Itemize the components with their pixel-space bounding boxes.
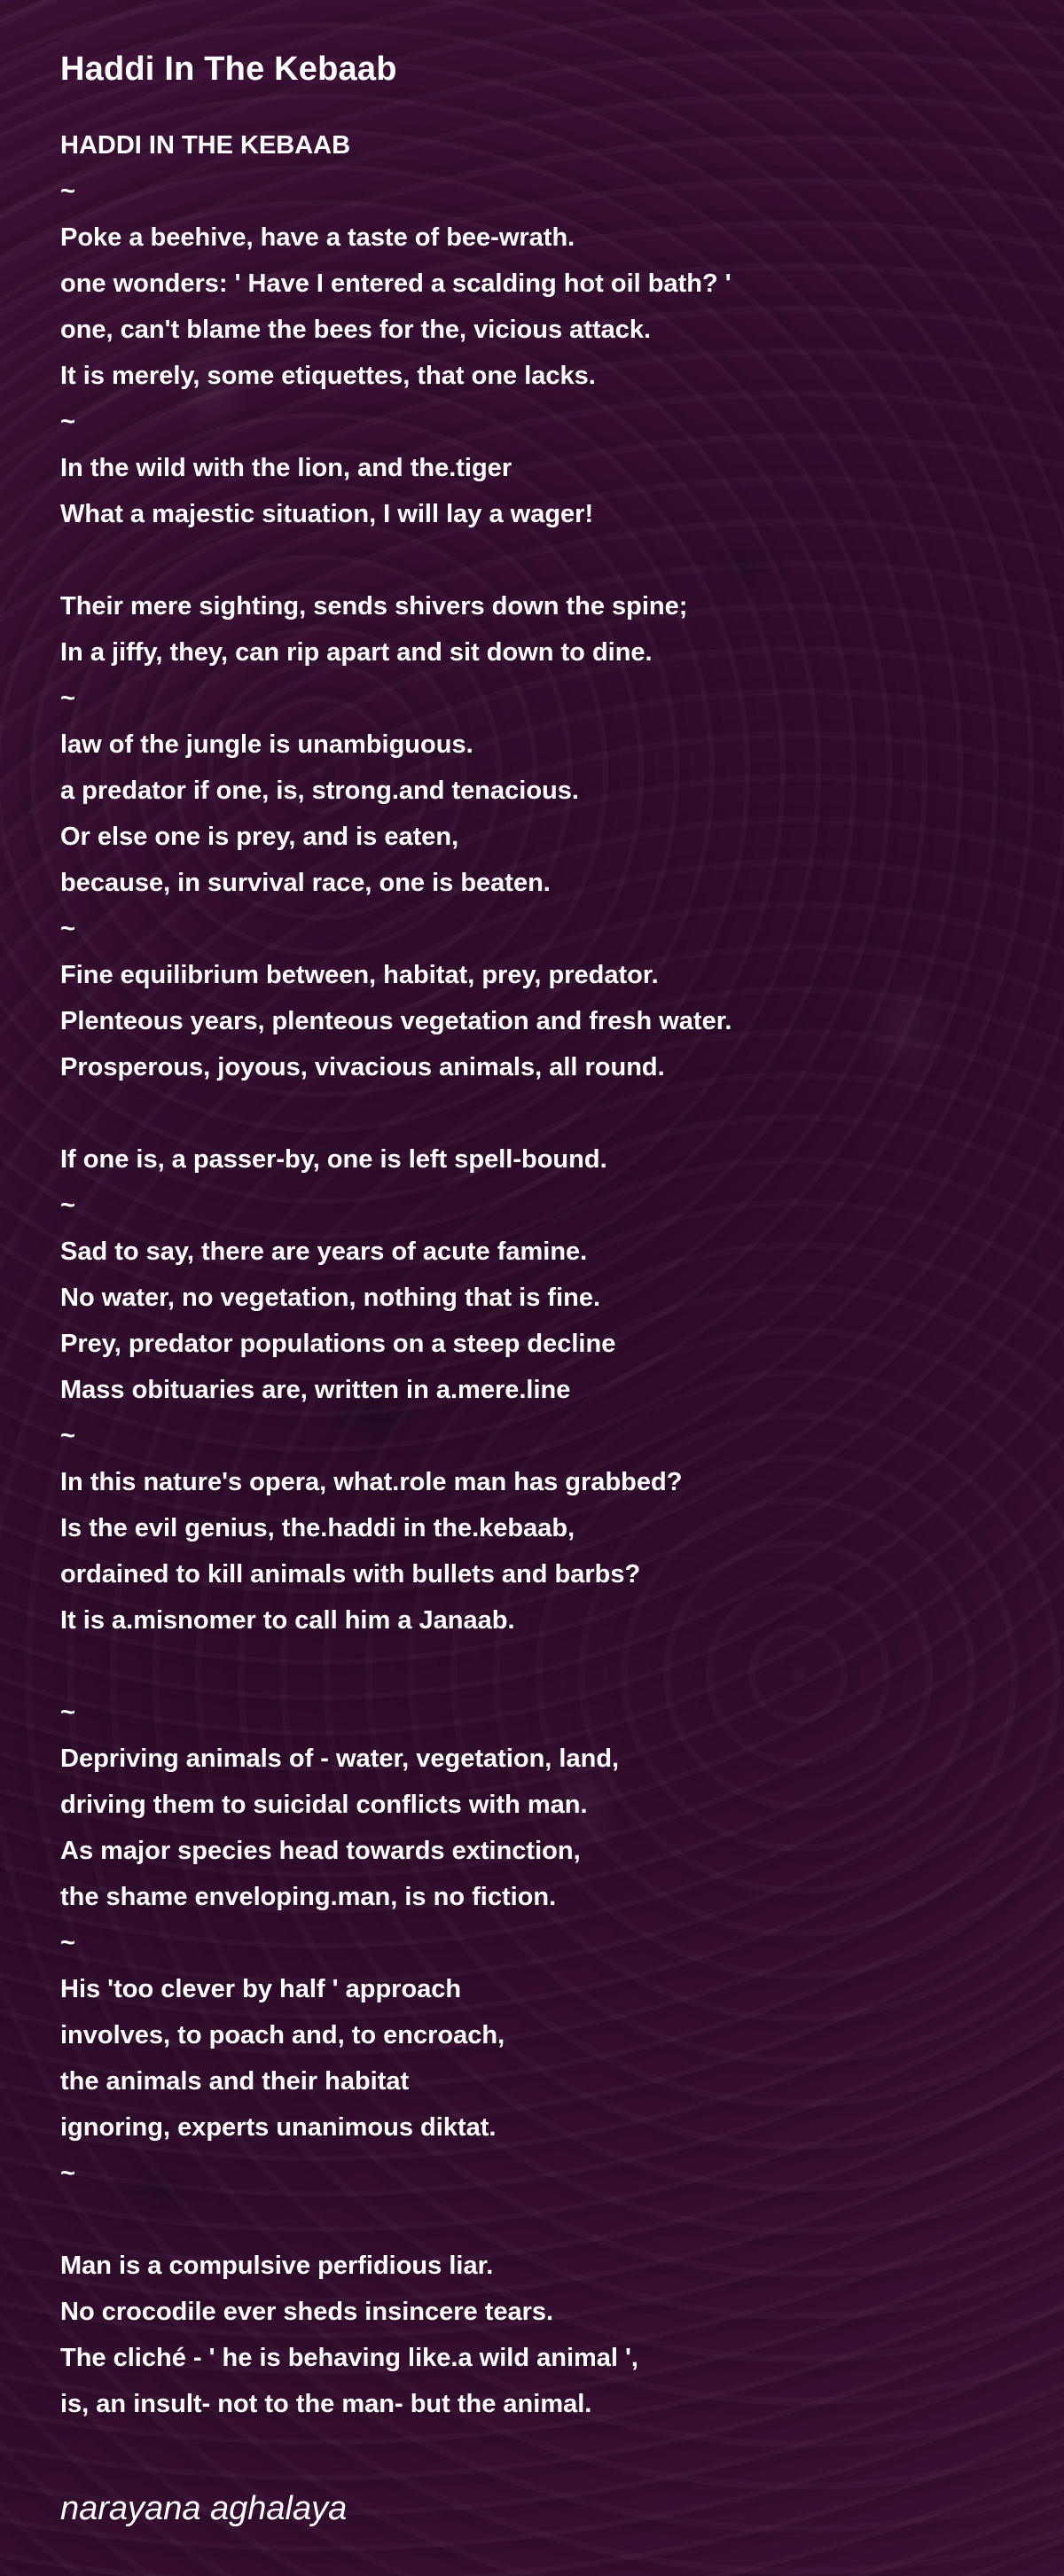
poem-line: Plenteous years, plenteous vegetation and fresh water. (60, 1007, 732, 1035)
poem-line: His 'too clever by half ' approach (60, 1975, 462, 2003)
poem-line: ignoring, experts unanimous diktat. (60, 2113, 497, 2142)
poem-line: In the wild with the lion, and the.tiger (60, 454, 512, 482)
poem-line: because, in survival race, one is beaten. (60, 869, 551, 897)
poem-line (60, 2197, 1018, 2243)
poem-line: ordained to kill animals with bullets and barbs? (60, 1560, 641, 1589)
poem-line: law of the jungle is unambiguous. (60, 730, 473, 759)
poem-line: a predator if one, is, strong.and tenacious. (60, 777, 579, 805)
poem-line: Or else one is prey, and is eaten, (60, 823, 459, 851)
poem-title: Haddi In The Kebaab (60, 51, 397, 88)
poem-line: As major species head towards extinction, (60, 1837, 581, 1865)
poem-line: ~ (60, 1929, 75, 1957)
poem-line: ~ (60, 915, 75, 943)
poem-line: ~ (60, 2159, 75, 2188)
poem-line: the animals and their habitat (60, 2067, 410, 2096)
poem-line: Depriving animals of - water, vegetation, land, (60, 1745, 620, 1773)
poem-line: ~ (60, 1422, 75, 1450)
poem-line: Prey, predator populations on a steep decline (60, 1330, 616, 1358)
poem-line: ~ (60, 1191, 75, 1220)
poem-author: narayana aghalaya (60, 2490, 348, 2527)
poem-line: Man is a compulsive perfidious liar. (60, 2252, 494, 2280)
poem-line: driving them to suicidal conflicts with man. (60, 1791, 588, 1819)
poem-line: Poke a beehive, have a taste of bee-wrath. (60, 223, 575, 252)
poem-line: What a majestic situation, I will lay a wager! (60, 500, 594, 528)
poem-line: ~ (60, 1698, 75, 1727)
poem-body (60, 122, 1018, 2427)
poem-line (60, 1090, 1018, 1136)
poem-line: one, can't blame the bees for the, vicious attack. (60, 316, 652, 344)
poem-page (60, 44, 1018, 2427)
poem-line: the shame enveloping.man, is no fiction. (60, 1883, 557, 1911)
poem-line: involves, to poach and, to encroach, (60, 2021, 505, 2049)
poem-line: Mass obituaries are, written in a.mere.line (60, 1376, 571, 1404)
poem-line: HADDI IN THE KEBAAB (60, 131, 351, 160)
poem-line: In a jiffy, they, can rip apart and sit down to dine. (60, 638, 653, 667)
poem-line: In this nature's opera, what.role man has grabbed? (60, 1468, 683, 1496)
poem-line (60, 537, 1018, 583)
poem-line: ~ (60, 684, 75, 713)
poem-line: If one is, a passer-by, one is left spell-bound. (60, 1145, 607, 1174)
poem-line: No crocodile ever sheds insincere tears. (60, 2298, 554, 2326)
poem-line: Is the evil genius, the.haddi in the.kebaab, (60, 1514, 575, 1542)
poem-line: Prosperous, joyous, vivacious animals, all round. (60, 1053, 665, 1081)
poem-line: Sad to say, there are years of acute famine. (60, 1237, 588, 1266)
poem-line: one wonders: ' Have I entered a scalding hot oil bath? ' (60, 269, 732, 298)
poem-line (60, 1643, 1018, 1690)
poem-line: It is a.misnomer to call him a Janaab. (60, 1606, 515, 1635)
poem-line: No water, no vegetation, nothing that is fine. (60, 1284, 601, 1312)
poem-line: Fine equilibrium between, habitat, prey, predator. (60, 961, 659, 989)
poem-line: The cliché - ' he is behaving like.a wild animal ', (60, 2344, 638, 2372)
poem-line: ~ (60, 408, 75, 436)
poem-line: ~ (60, 177, 75, 206)
poem-line: It is merely, some etiquettes, that one lacks. (60, 362, 596, 390)
poem-line: Their mere sighting, sends shivers down the spine; (60, 592, 688, 621)
poem-line: is, an insult- not to the man- but the animal. (60, 2390, 592, 2418)
